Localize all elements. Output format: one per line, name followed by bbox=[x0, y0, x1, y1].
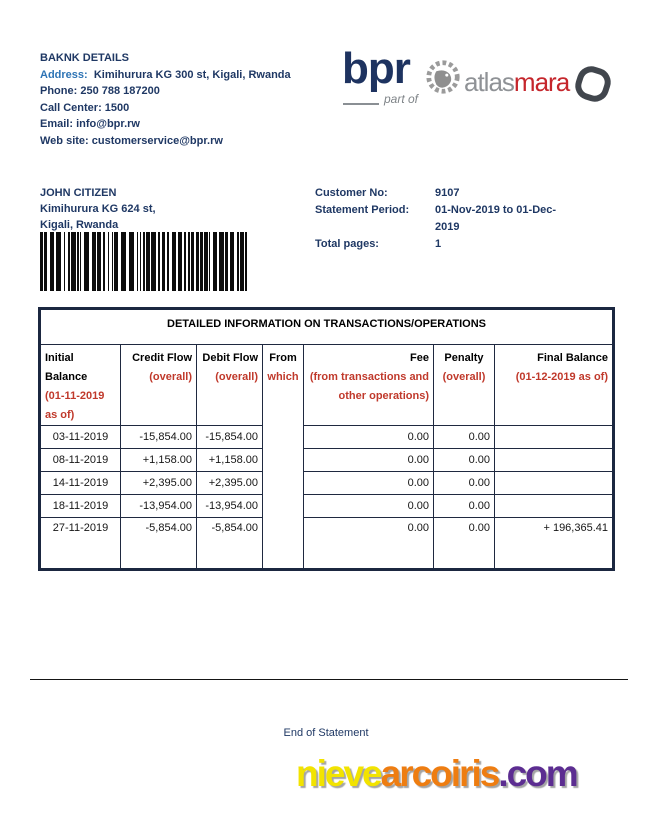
bank-logo bbox=[340, 44, 630, 114]
atlas-text: atlas bbox=[464, 67, 514, 97]
bpr-logotype: bpr bbox=[342, 44, 410, 93]
cell-credit: -5,854.00 bbox=[121, 518, 197, 570]
bank-email: Email: info@bpr.rw bbox=[40, 118, 140, 131]
lion-icon bbox=[424, 58, 462, 98]
cell-credit: -13,954.00 bbox=[121, 495, 197, 518]
atlasmara-wordmark bbox=[464, 67, 569, 98]
col-penalty: Penalty bbox=[444, 352, 484, 364]
total-pages-label: Total pages: bbox=[315, 238, 379, 250]
recipient-address-line2: Kigali, Rwanda bbox=[40, 219, 119, 231]
statement-period-value: 01-Nov-2019 to 01-Dec-2019 bbox=[435, 204, 557, 233]
watermark-part1: nieve bbox=[296, 753, 381, 794]
statement-info-block bbox=[315, 185, 561, 253]
col-debit-flow: Debit Flow bbox=[202, 352, 258, 364]
cell-credit: -15,854.00 bbox=[121, 426, 197, 449]
cell-penalty: 0.00 bbox=[434, 426, 495, 449]
footer-divider bbox=[30, 679, 628, 680]
col-credit-flow: Credit Flow bbox=[132, 352, 192, 364]
address-value: Kimihurura KG 300 st, Kigali, Rwanda bbox=[93, 68, 291, 81]
cell-fee: 0.00 bbox=[304, 495, 434, 518]
cell-fee: 0.00 bbox=[304, 449, 434, 472]
cell-date: 03-11-2019 bbox=[40, 426, 121, 449]
cell-final-balance bbox=[495, 449, 614, 472]
cell-date: 18-11-2019 bbox=[40, 495, 121, 518]
table-row bbox=[40, 495, 614, 518]
cell-penalty: 0.00 bbox=[434, 449, 495, 472]
bank-website: Web site: customerservice@bpr.rw bbox=[40, 134, 223, 147]
cell-final-balance bbox=[495, 426, 614, 449]
col-fee: Fee bbox=[410, 352, 429, 364]
cell-fee: 0.00 bbox=[304, 426, 434, 449]
end-of-statement-text: End of Statement bbox=[283, 727, 369, 739]
bank-details-heading: BAKNK DETAILS bbox=[40, 52, 130, 64]
cell-credit: +1,158.00 bbox=[121, 449, 197, 472]
statement-period-label: Statement Period: bbox=[315, 204, 410, 216]
bank-call-center: Call Center: 1500 bbox=[40, 101, 130, 114]
address-label: Address: bbox=[40, 68, 88, 81]
cell-final-balance bbox=[495, 495, 614, 518]
cell-penalty: 0.00 bbox=[434, 495, 495, 518]
table-title: DETAILED INFORMATION ON TRANSACTIONS/OPERATIONS bbox=[40, 309, 614, 345]
cell-credit: +2,395.00 bbox=[121, 472, 197, 495]
cell-fee: 0.00 bbox=[304, 472, 434, 495]
col-credit-flow-sub: (overall) bbox=[149, 371, 192, 383]
recipient-block bbox=[40, 185, 156, 233]
bank-address-line bbox=[40, 67, 291, 84]
watermark-part2: arcoiris bbox=[380, 753, 499, 794]
mara-text: mara bbox=[513, 67, 570, 97]
recipient-address-line1: Kimihurura KG 624 st, bbox=[40, 203, 156, 215]
table-row bbox=[40, 472, 614, 495]
cell-final-balance bbox=[495, 472, 614, 495]
bank-details-block bbox=[40, 50, 291, 150]
cell-fee: 0.00 bbox=[304, 518, 434, 570]
cell-date: 14-11-2019 bbox=[40, 472, 121, 495]
watermark-part3: .com bbox=[498, 753, 577, 794]
table-row bbox=[40, 518, 614, 570]
cell-penalty: 0.00 bbox=[434, 472, 495, 495]
col-fee-sub: (from transactions and other operations) bbox=[309, 371, 429, 402]
cell-debit: -5,854.00 bbox=[197, 518, 263, 570]
col-final-balance: Final Balance bbox=[537, 352, 609, 364]
col-penalty-sub: (overall) bbox=[442, 371, 486, 383]
logo-underline bbox=[343, 103, 379, 105]
cell-debit: -15,854.00 bbox=[197, 426, 263, 449]
table-row bbox=[40, 449, 614, 472]
recipient-name: JOHN CITIZEN bbox=[40, 187, 117, 199]
cell-debit: +1,158.00 bbox=[197, 449, 263, 472]
part-of-label: part of bbox=[384, 92, 419, 106]
col-from: From bbox=[269, 352, 297, 364]
cell-date: 27-11-2019 bbox=[40, 518, 121, 570]
col-initial-balance-sub: (01-11-2019 as of) bbox=[45, 390, 105, 421]
cell-debit: +2,395.00 bbox=[197, 472, 263, 495]
bank-phone: Phone: 250 788 187200 bbox=[40, 85, 160, 98]
cell-penalty: 0.00 bbox=[434, 518, 495, 570]
cell-final-balance: + 196,365.41 bbox=[495, 518, 614, 570]
transactions-table bbox=[38, 307, 615, 571]
customer-no-label: Customer No: bbox=[315, 187, 388, 199]
watermark bbox=[296, 753, 577, 795]
col-debit-flow-sub: (overall) bbox=[215, 371, 258, 383]
total-pages-value: 1 bbox=[435, 238, 442, 250]
table-row bbox=[40, 426, 614, 449]
atlasmara-ring-icon bbox=[572, 63, 615, 106]
col-from-sub: which bbox=[267, 371, 299, 383]
table-header-row bbox=[40, 345, 614, 426]
customer-no-value: 9107 bbox=[435, 187, 460, 199]
col-final-balance-sub: (01-12-2019 as of) bbox=[515, 371, 609, 383]
cell-debit: -13,954.00 bbox=[197, 495, 263, 518]
barcode bbox=[40, 232, 250, 291]
cell-date: 08-11-2019 bbox=[40, 449, 121, 472]
col-initial-balance: Initial Balance bbox=[45, 352, 88, 383]
